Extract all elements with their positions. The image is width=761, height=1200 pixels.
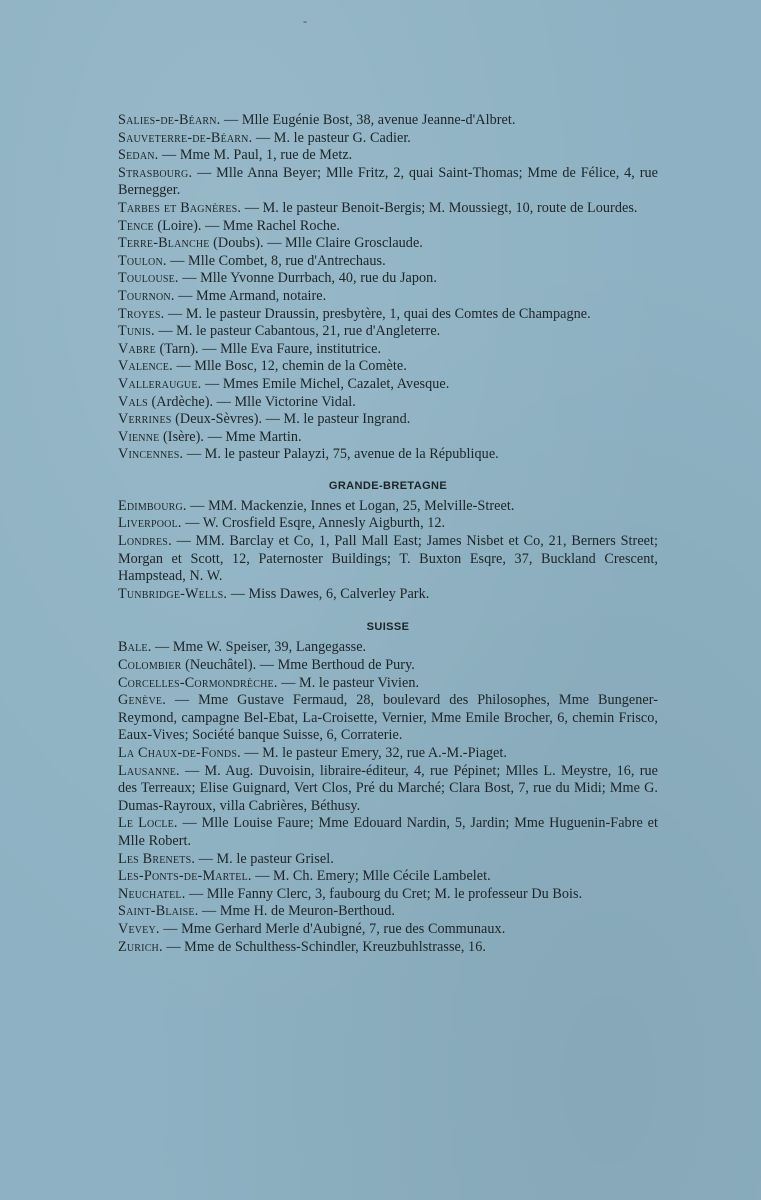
address-text: — M. le pasteur G. Cadier.: [252, 129, 411, 146]
address-entry: [118, 253, 658, 271]
place-name: Valence.: [118, 358, 173, 375]
place-name: Les-Ponts-de-Martel.: [118, 868, 252, 885]
place-name: Bale.: [118, 639, 152, 656]
address-entry: [118, 815, 658, 850]
address-entry: [118, 323, 658, 341]
address-text: — Mlle Yvonne Durrbach, 40, rue du Japon.: [178, 270, 437, 287]
address-entry: [118, 515, 658, 533]
address-entry: [118, 498, 658, 516]
address-entry: [118, 886, 658, 904]
address-entry: [118, 341, 658, 359]
place-name: Sedan.: [118, 147, 159, 164]
section-title: SUISSE: [366, 621, 410, 634]
address-entry: [118, 165, 658, 200]
address-text: — M. le pasteur Benoit-Bergis; M. Moussiegt, 10, route de Lourdes.: [241, 199, 638, 216]
address-text: (Loire). — Mme Rachel Roche.: [153, 217, 341, 234]
place-name: Verrines: [118, 411, 172, 428]
address-text: (Tarn). — Mlle Eva Faure, institutrice.: [155, 340, 382, 357]
place-name: Corcelles-Cormondrèche.: [118, 674, 278, 691]
page-mark: -: [303, 14, 307, 28]
address-entry: [118, 429, 658, 447]
address-text: — Mlle Bosc, 12, chemin de la Comète.: [172, 358, 407, 375]
address-entry: [118, 376, 658, 394]
place-name: Liverpool.: [118, 515, 182, 532]
place-name: Tunis.: [118, 323, 155, 340]
country-sections: [118, 480, 658, 956]
address-entry: [118, 657, 658, 675]
address-text: — M. le pasteur Palayzi, 75, avenue de la République.: [183, 446, 499, 463]
address-text: (Isère). — Mme Martin.: [159, 428, 302, 445]
address-entry: [118, 288, 658, 306]
address-text: — MM. Barclay et Co, 1, Pall Mall East; James Nisbet et Co, 21, Berners Street; Morgan et Scott, 12, Paternoster Buildings; T. Buxton Esqre, 37, Buckland Crescent, Hampstead, N. W.: [118, 533, 658, 585]
place-name: Strasbourg.: [118, 164, 193, 181]
address-entry: [118, 745, 658, 763]
place-name: Vienne: [118, 428, 160, 445]
address-entry: [118, 411, 658, 429]
place-name: Neuchatel.: [118, 885, 186, 902]
address-text: — Mme M. Paul, 1, rue de Metz.: [158, 147, 353, 164]
address-text: (Doubs). — Mlle Claire Grosclaude.: [209, 235, 423, 252]
address-text: — M. le pasteur Cabantous, 21, rue d'Angleterre.: [154, 323, 441, 340]
address-entry: [118, 868, 658, 886]
address-text: — M. Aug. Duvoisin, libraire-éditeur, 4, rue Pépinet; Mlles L. Meystre, 16, rue des Terreaux; Elise Guignard, Vert Clos, Pré du Marché; Clara Bost, 7, rue du Midi; Mme G. Dumas-Rayroux, villa Cabrières, Béthusy.: [118, 762, 658, 814]
address-entry: [118, 446, 658, 464]
section-title: GRANDE-BRETAGNE: [328, 479, 448, 492]
address-entry: [118, 358, 658, 376]
place-name: Vals: [118, 393, 148, 410]
address-text: — Mmes Emile Michel, Cazalet, Avesque.: [201, 375, 450, 392]
address-text: — Mme de Schulthess-Schindler, Kreuzbuhlstrasse, 16.: [162, 938, 486, 955]
address-entry: [118, 147, 658, 165]
address-entry: [118, 903, 658, 921]
address-text: — Mlle Combet, 8, rue d'Antrechaus.: [166, 252, 386, 269]
address-entry: [118, 235, 658, 253]
address-entry: [118, 921, 658, 939]
address-entry: [118, 130, 658, 148]
address-text: — Mlle Anna Beyer; Mlle Fritz, 2, quai Saint-Thomas; Mme de Félice, 4, rue Bernegger.: [118, 164, 658, 199]
address-entry: [118, 394, 658, 412]
address-text: — Mme Armand, notaire.: [174, 287, 327, 304]
place-name: Valleraugue.: [118, 375, 202, 392]
france-entries: [118, 112, 658, 464]
address-text: — Mme W. Speiser, 39, Langegasse.: [151, 639, 367, 656]
address-text: — M. le pasteur Emery, 32, rue A.-M.-Piaget.: [240, 745, 507, 761]
place-name: Salies-de-Béarn.: [118, 112, 221, 128]
address-text: — Mme Gerhard Merle d'Aubigné, 7, rue des Communaux.: [159, 920, 506, 937]
address-entry: [118, 533, 658, 586]
place-name: Zurich.: [118, 938, 163, 955]
address-entry: [118, 218, 658, 236]
address-text: — M. le pasteur Draussin, presbytère, 1, quai des Comtes de Champagne.: [164, 305, 591, 322]
place-name: Edimbourg.: [118, 497, 187, 514]
place-name: Le Locle.: [118, 815, 178, 832]
address-entry: [118, 639, 658, 657]
place-name: Saint-Blaise.: [118, 903, 199, 920]
place-name: Tournon.: [118, 287, 175, 304]
address-text: — M. Ch. Emery; Mlle Cécile Lambelet.: [251, 868, 491, 885]
place-name: Vabre: [118, 340, 156, 357]
place-name: Tence: [118, 217, 154, 234]
place-name: Vevey.: [118, 920, 160, 937]
address-entry: [118, 763, 658, 816]
address-text: (Deux-Sèvres). — M. le pasteur Ingrand.: [171, 411, 411, 428]
address-entry: [118, 675, 658, 693]
address-entry: [118, 306, 658, 324]
place-name: Les Brenets.: [118, 850, 196, 867]
address-text: (Neuchâtel). — Mme Berthoud de Pury.: [181, 657, 415, 674]
address-text: — Mme Gustave Fermaud, 28, boulevard des Philosophes, Mme Bungener-Reymond, campagne Bel-Ebat, La-Croisette, Vernier, Mme Emile Brocher, 6, chemin Frisco, Eaux-Vives; Société banque Suisse, 6, Corraterie.: [118, 692, 658, 744]
place-name: Tarbes et Bagnères.: [118, 199, 242, 216]
place-name: Colombier: [118, 657, 182, 674]
address-entry: [118, 586, 658, 604]
address-text: — Mlle Eugénie Bost, 38, avenue Jeanne-d'Albret.: [220, 112, 516, 128]
place-name: Toulon.: [118, 252, 167, 269]
place-name: Terre-Blanche: [118, 235, 210, 252]
address-entry: [118, 112, 658, 130]
place-name: Genève.: [118, 692, 166, 709]
place-name: Londres.: [118, 533, 172, 550]
address-text: — M. le pasteur Grisel.: [195, 850, 334, 867]
address-text: — Mme H. de Meuron-Berthoud.: [198, 903, 395, 920]
place-name: Toulouse.: [118, 270, 179, 287]
place-name: Lausanne.: [118, 762, 180, 779]
address-text: — Mlle Fanny Clerc, 3, faubourg du Cret; M. le professeur Du Bois.: [185, 885, 583, 902]
address-text: — Miss Dawes, 6, Calverley Park.: [227, 585, 430, 602]
address-entry: [118, 200, 658, 218]
address-list: [118, 112, 658, 956]
address-text: — MM. Mackenzie, Innes et Logan, 25, Melville-Street.: [186, 497, 515, 514]
address-text: — W. Crosfield Esqre, Annesly Aigburth, 12.: [181, 515, 446, 532]
address-text: — Mlle Louise Faure; Mme Edouard Nardin, 5, Jardin; Mme Huguenin-Fabre et Mlle Robert.: [118, 815, 658, 849]
address-entry: [118, 851, 658, 869]
address-entry: [118, 939, 658, 957]
place-name: La Chaux-de-Fonds.: [118, 745, 241, 761]
address-entry: [118, 270, 658, 288]
place-name: Sauveterre-de-Béarn.: [118, 129, 253, 146]
place-name: Vincennes.: [118, 446, 184, 463]
address-text: (Ardèche). — Mlle Victorine Vidal.: [147, 393, 356, 410]
place-name: Troyes.: [118, 305, 165, 322]
address-text: — M. le pasteur Vivien.: [277, 674, 420, 691]
address-entry: [118, 692, 658, 745]
place-name: Tunbridge-Wells.: [118, 585, 228, 602]
